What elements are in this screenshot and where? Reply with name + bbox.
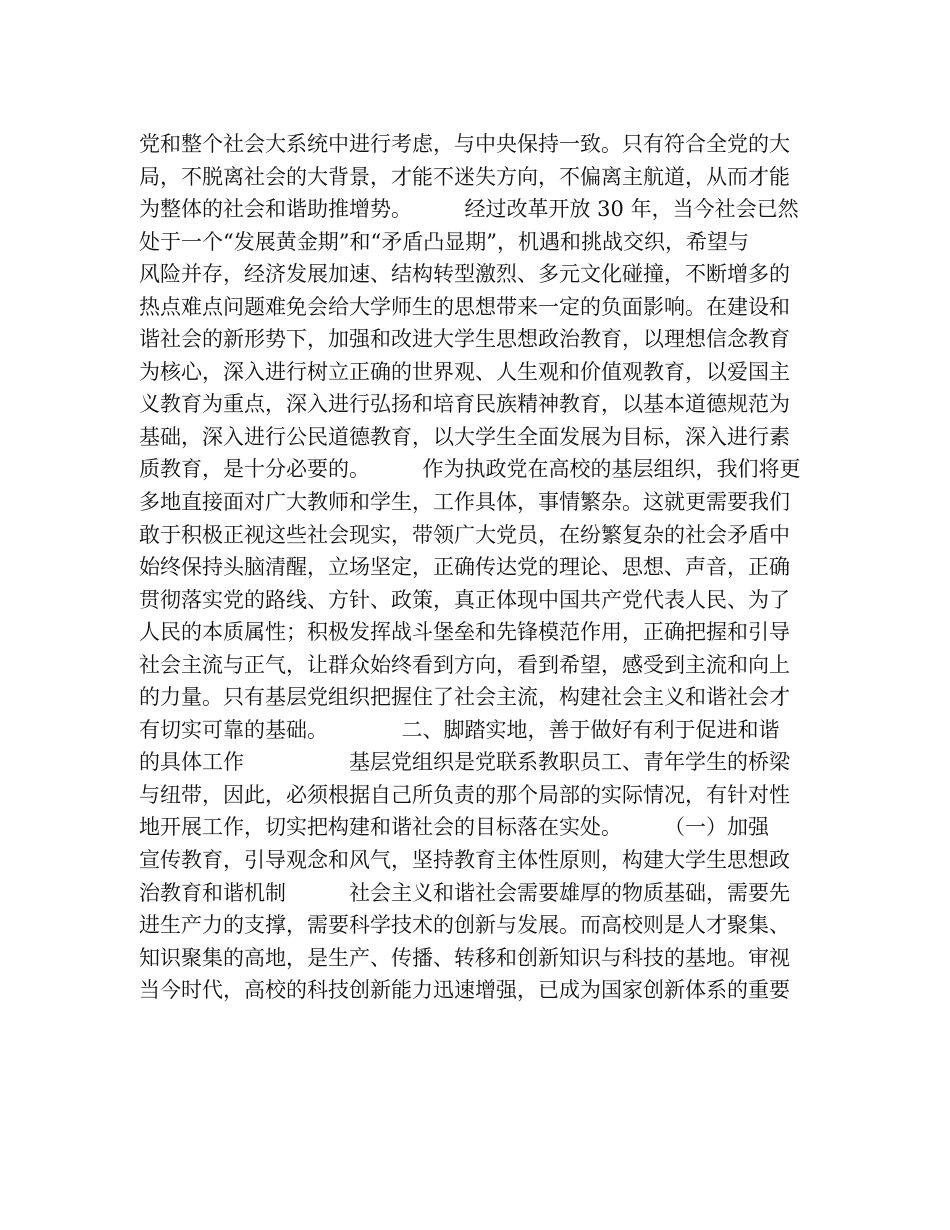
text-line: 热点难点问题难免会给大学师生的思想带来一定的负面影响。在建设和 <box>139 294 790 319</box>
text-line: 风险并存，经济发展加速、结构转型激烈、多元文化碰撞，不断增多的 <box>139 262 790 287</box>
text-line: 处于一个“发展黄金期”和“矛盾凸显期”，机遇和挑战交织，希望与 <box>139 229 749 254</box>
text-line: 党和整个社会大系统中进行考虑，与中央保持一致。只有符合全党的大 <box>139 132 790 156</box>
text-line: 为整体的社会和谐助推增势。 经过改革开放 30 年，当今社会已然 <box>139 197 799 222</box>
text-line: 宣传教育，引导观念和风气，坚持教育主体性原则，构建大学生思想政 <box>139 848 790 873</box>
text-line: 与纽带，因此，必须根据自己所负责的那个局部的实际情况，有针对性 <box>139 782 790 807</box>
text-line: 治教育和谐机制 社会主义和谐社会需要雄厚的物质基础，需要先 <box>139 880 790 905</box>
text-line: 义教育为重点，深入进行弘扬和培育民族精神教育，以基本道德规范为 <box>139 392 790 417</box>
text-line: 社会主流与正气，让群众始终看到方向，看到希望，感受到主流和向上 <box>139 652 790 677</box>
text-line: 知识聚集的高地，是生产、传播、转移和创新知识与科技的基地。审视 <box>139 945 790 970</box>
text-line: 进生产力的支撑，需要科学技术的创新与发展。而高校则是人才聚集、 <box>139 913 790 938</box>
text-line: 谐社会的新形势下，加强和改进大学生思想政治教育，以理想信念教育 <box>139 327 790 352</box>
text-line: 贯彻落实党的路线、方针、政策，真正体现中国共产党代表人民、为了 <box>139 587 790 612</box>
text-line: 为核心，深入进行树立正确的世界观、人生观和价值观教育，以爱国主 <box>139 359 790 384</box>
text-line: 始终保持头脑清醒，立场坚定，正确传达党的理论、思想、声音，正确 <box>139 555 790 580</box>
text-line: 人民的本质属性；积极发挥战斗堡垒和先锋模范作用，正确把握和引导 <box>139 620 790 645</box>
text-line: 有切实可靠的基础。 二、脚踏实地，善于做好有利于促进和谐 <box>139 717 780 742</box>
text-line: 基础，深入进行公民道德教育，以大学生全面发展为目标，深入进行素 <box>139 424 790 449</box>
body-text <box>139 128 819 1007</box>
text-line: 当今时代，高校的科技创新能力迅速增强，已成为国家创新体系的重要 <box>139 978 790 1003</box>
text-line: 地开展工作，切实把构建和谐社会的目标落在实处。 （一）加强 <box>139 815 769 840</box>
text-line: 敢于积极正视这些社会现实，带领广大党员，在纷繁复杂的社会矛盾中 <box>139 522 790 547</box>
text-line: 的具体工作 基层党组织是党联系教职员工、青年学生的桥梁 <box>139 750 790 775</box>
text-line: 局，不脱离社会的大背景，才能不迷失方向，不偏离主航道，从而才能 <box>139 164 790 189</box>
text-line: 质教育，是十分必要的。 作为执政党在高校的基层组织，我们将更 <box>139 457 801 482</box>
text-line: 的力量。只有基层党组织把握住了社会主流，构建社会主义和谐社会才 <box>139 685 790 710</box>
text-line: 多地直接面对广大教师和学生，工作具体，事情繁杂。这就更需要我们 <box>139 490 790 515</box>
